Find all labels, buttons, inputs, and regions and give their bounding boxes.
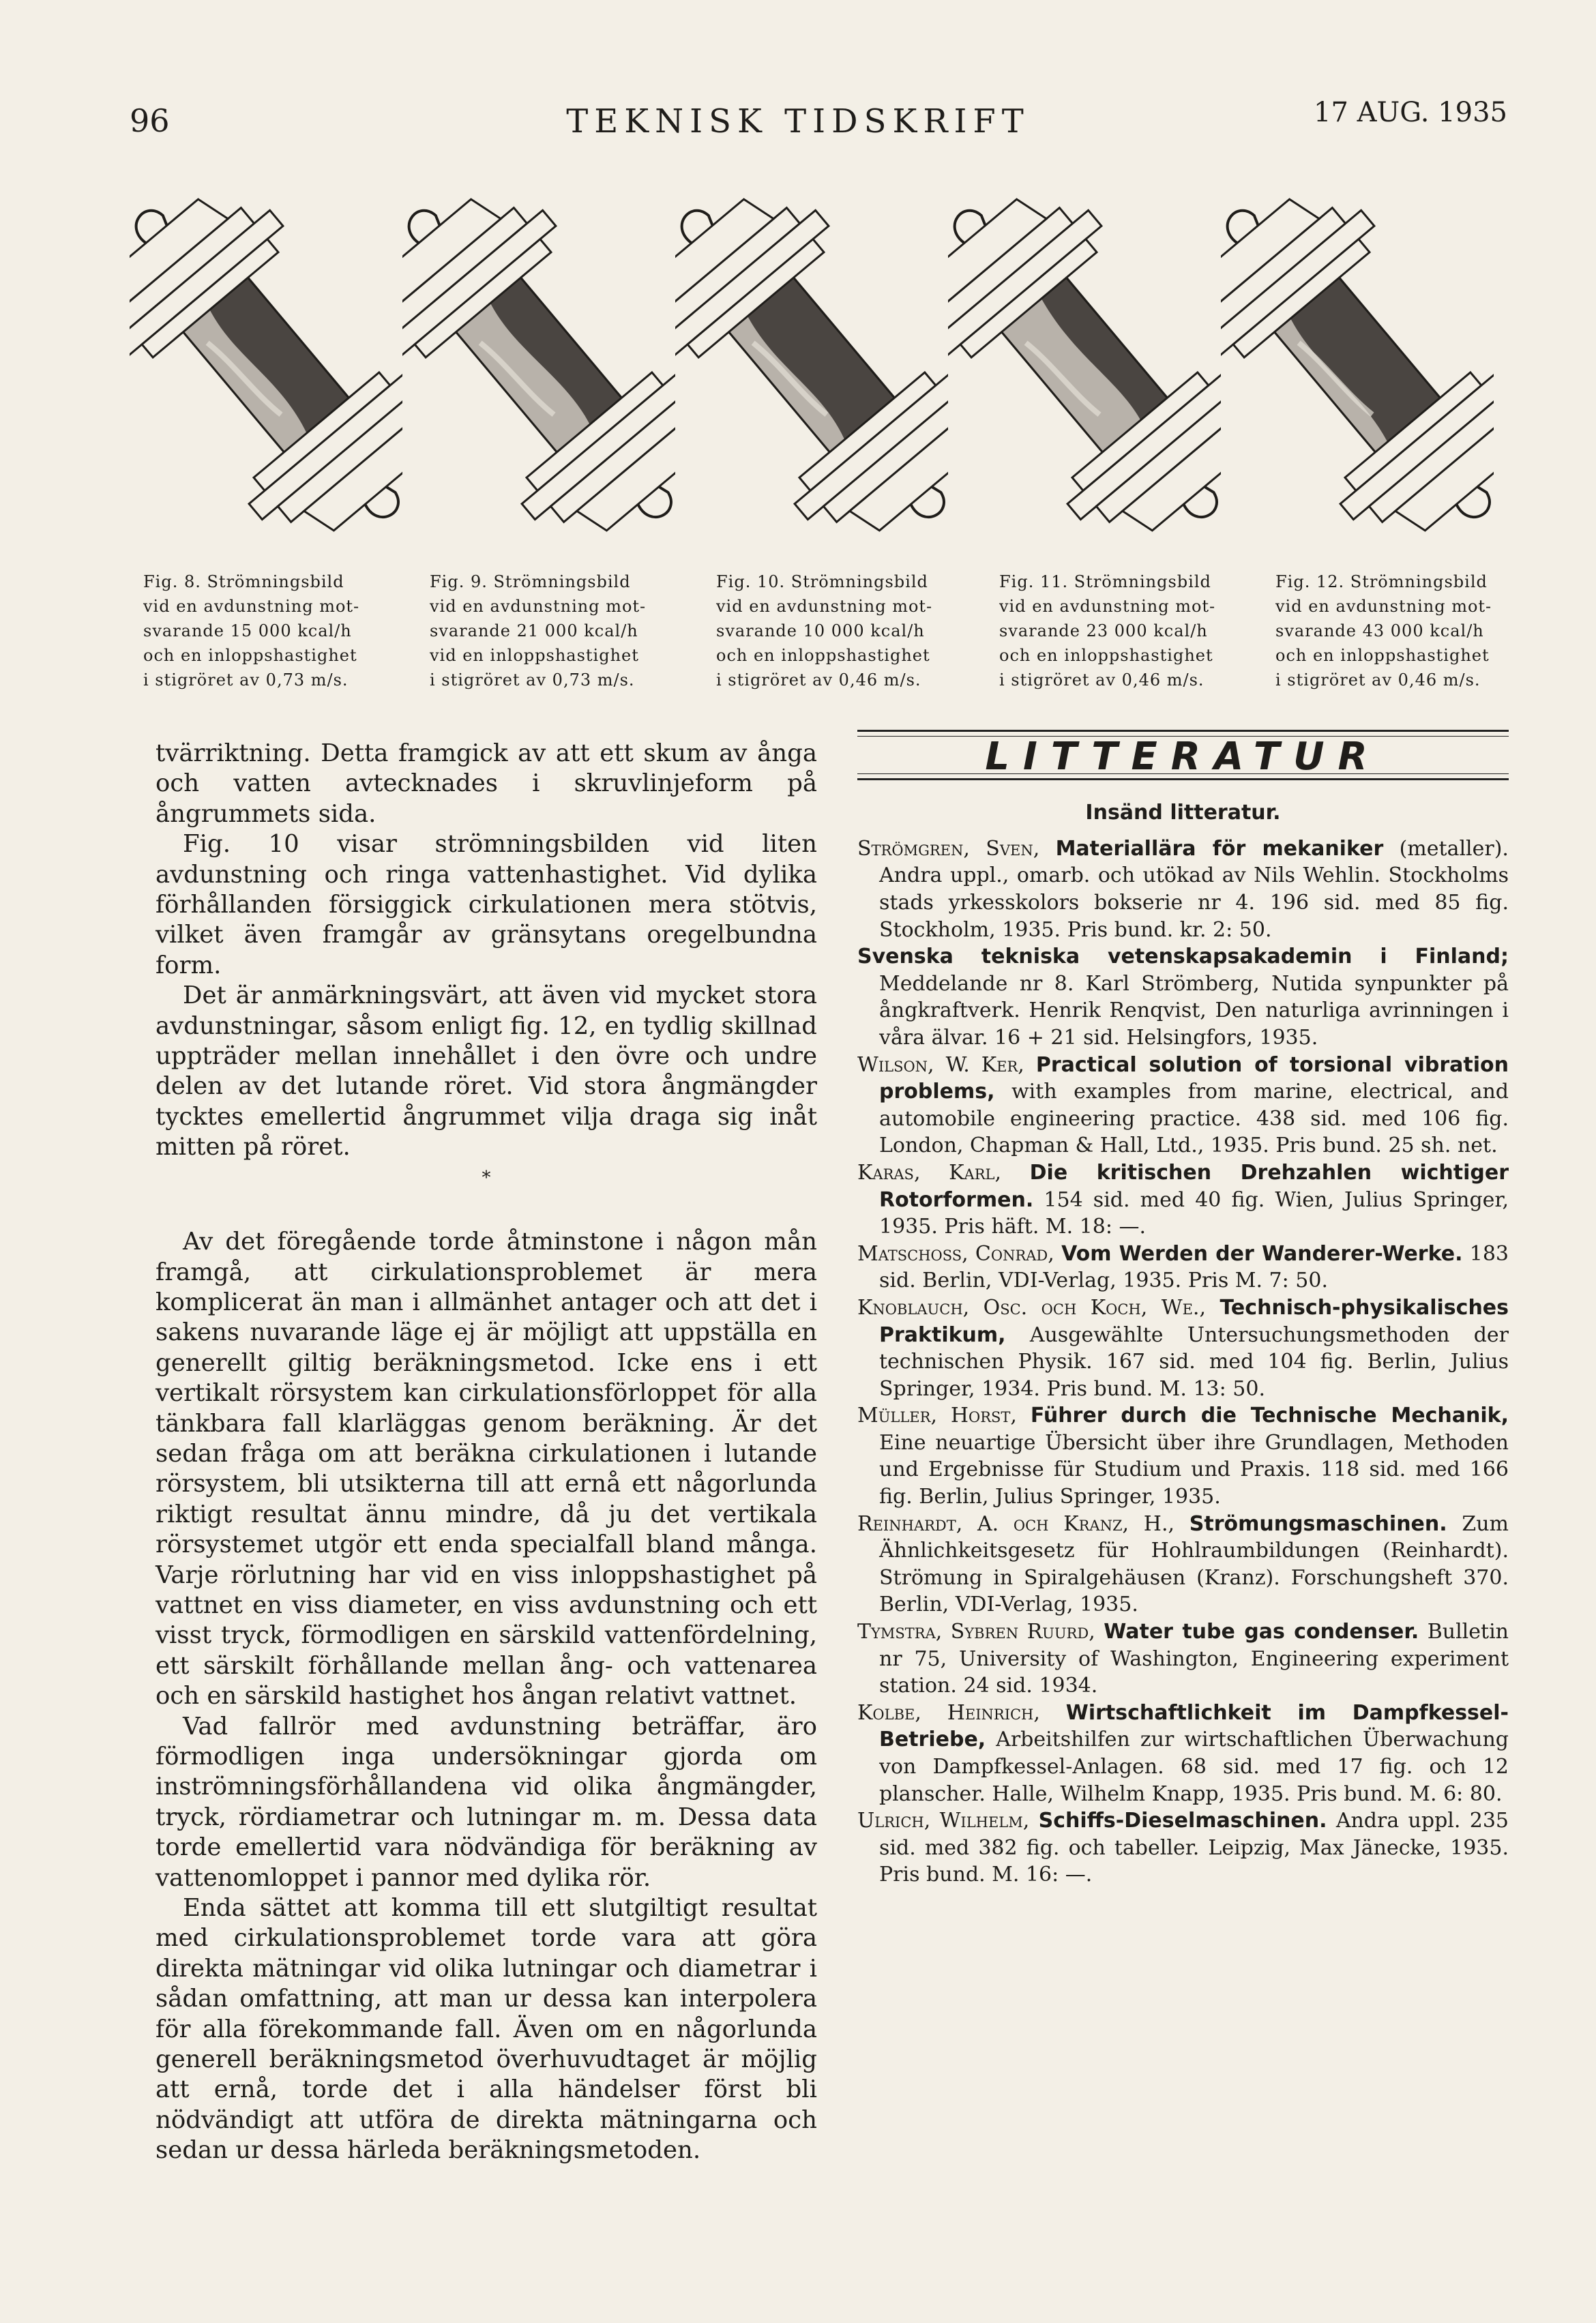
literature-entry bbox=[857, 835, 1509, 943]
entry-title: Svenska tekniska vetenskapsakademin i Finland; bbox=[857, 945, 1509, 969]
entry-title: Materiallära för mekaniker bbox=[1055, 836, 1384, 861]
entry-title: Strömungsmaschinen. bbox=[1189, 1511, 1447, 1536]
figure-10-caption: Fig. 10. Strömningsbild vid en avdunstning mot- svarande 10 000 kcal/h och en inloppshastighet i stigröret av 0,46 m/s. bbox=[716, 572, 933, 690]
entry-details: Bulletin nr 75, University of Washington, Engineering experiment station. 24 sid. 1934. bbox=[879, 1620, 1509, 1698]
entry-title: Schiffs-Dieselmaschinen. bbox=[1038, 1809, 1327, 1833]
literature-column bbox=[857, 730, 1509, 1889]
entry-details: 154 sid. med 40 fig. Wien, Julius Springer, 1935. Pris häft. M. 18: —. bbox=[879, 1187, 1509, 1239]
literature-entry bbox=[857, 943, 1509, 1051]
entry-author: Tymstra, Sybren Ruurd, bbox=[857, 1620, 1104, 1644]
literature-list bbox=[857, 835, 1509, 1889]
entry-details: (metaller). Andra uppl., omarb. och utökad av Nils Wehlin. Stockholms stads yrkesskolors bokserie nr 4. 196 sid. med 85 fig. Stockholm, 1935. Pris bund. kr. 2: 50. bbox=[879, 836, 1509, 942]
section-separator: * bbox=[482, 1167, 491, 1188]
entry-details: Andra uppl. 235 sid. med 382 fig. och tabeller. Leipzig, Max Jänecke, 1935. Pris bund. M. 16: —. bbox=[879, 1809, 1509, 1887]
paragraph: Fig. 10 visar strömningsbilden vid liten avdunstning och ringa vattenhastighet. Vid dylika förhållanden försiggick cirkulationen mera stötvis, vilket även framgår av gränsytans oregelbundna form. bbox=[156, 830, 817, 979]
literature-entry bbox=[857, 1052, 1509, 1159]
literature-entry bbox=[857, 1807, 1509, 1889]
entry-details: Ausgewählte Untersuchungsmethoden der technischen Physik. 167 sid. med 104 fig. Berlin, Julius Springer, 1934. Pris bund. M. 13: 50. bbox=[879, 1322, 1509, 1401]
figure-11-caption: Fig. 11. Strömningsbild vid en avdunstning mot- svarande 23 000 kcal/h och en inloppshastighet i stigröret av 0,46 m/s. bbox=[999, 572, 1216, 690]
entry-details: Meddelande nr 8. Karl Strömberg, Nutida synpunkter på ångkraftverk. Henrik Renqvist, Den naturliga avrinningen i våra älvar. 16 + 21 sid. Helsingfors, 1935. bbox=[879, 971, 1509, 1050]
paragraph: Det är anmärkningsvärt, att även vid mycket stora avdunstningar, såsom enligt fig. 12, en tydlig skillnad uppträder mellan innehållet i den övre och undre delen av det lutande röret. Vid stora ångmängder tycktes emellertid ångrummet vilja draga sig inåt mitten på röret. bbox=[156, 981, 817, 1162]
literature-entry bbox=[857, 1700, 1509, 1807]
entry-title: Führer durch die Technische Mechanik, bbox=[1030, 1404, 1509, 1428]
entry-author: Strömgren, Sven, bbox=[857, 836, 1056, 861]
paragraph: Vad fallrör med avdunstning beträffar, äro förmodligen inga undersökningar gjorda om inströmningsförhållandena vid olika ångmängder, tryck, rördiametrar och lutningar m. m. Dessa data torde emellertid vara nödvändiga för beräkning av vattenomloppet i pannor med dylika rör. bbox=[156, 1712, 817, 1892]
literature-subheading: Insänd litteratur. bbox=[1085, 801, 1281, 825]
paragraph: tvärriktning. Detta framgick av att ett skum av ånga och vatten avtecknades i skruvlinjeform på ångrummets sida. bbox=[156, 739, 817, 828]
literature-entry bbox=[857, 1159, 1509, 1241]
entry-title: Water tube gas condenser. bbox=[1104, 1620, 1419, 1644]
entry-title: Technisch-physikalisches Praktikum, bbox=[879, 1295, 1509, 1347]
literature-heading: LITTERATUR bbox=[985, 735, 1381, 779]
literature-entry bbox=[857, 1294, 1509, 1402]
figure-row bbox=[130, 160, 1507, 569]
entry-author: Matschoss, Conrad, bbox=[857, 1241, 1062, 1266]
journal-title: TEKNISK TIDSKRIFT bbox=[566, 102, 1030, 140]
entry-author: Kolbe, Heinrich, bbox=[857, 1700, 1066, 1725]
entry-title: Die kritischen Drehzahlen wichtiger Rotorformen. bbox=[879, 1160, 1509, 1212]
literature-entry bbox=[857, 1511, 1509, 1618]
entry-author: Wilson, W. Ker, bbox=[857, 1052, 1036, 1077]
figure-11-illustration bbox=[948, 160, 1221, 569]
entry-author: Müller, Horst, bbox=[857, 1404, 1031, 1428]
entry-details: Arbeitshilfen zur wirtschaftlichen Überwachung von Dampfkessel-Anlagen. 68 sid. med 17 fig. och 12 planscher. Halle, Wilhelm Knapp, 1935. Pris bund. M. 6: 80. bbox=[879, 1728, 1509, 1806]
body-text-column bbox=[156, 739, 817, 2166]
figure-9-caption: Fig. 9. Strömningsbild vid en avdunstning mot- svarande 21 000 kcal/h vid en inloppshastighet i stigröret av 0,73 m/s. bbox=[430, 572, 647, 690]
entry-details: Eine neuartige Übersicht über ihre Grundlagen, Methoden und Ergebnisse für Studium und Praxis. 118 sid. med 166 fig. Berlin, Julius Springer, 1935. bbox=[879, 1430, 1509, 1509]
page-number: 96 bbox=[130, 102, 170, 139]
figure-8-illustration bbox=[130, 160, 402, 569]
issue-date: 17 AUG. 1935 bbox=[1314, 97, 1507, 128]
heading-rule-top bbox=[857, 730, 1509, 732]
figure-12-caption: Fig. 12. Strömningsbild vid en avdunstning mot- svarande 43 000 kcal/h och en inloppshastighet i stigröret av 0,46 m/s. bbox=[1275, 572, 1492, 690]
entry-author: Knoblauch, Osc. och Koch, We., bbox=[857, 1295, 1220, 1320]
literature-entry bbox=[857, 1241, 1509, 1294]
paragraph: Enda sättet att komma till ett slutgiltigt resultat med cirkulationsproblemet torde vara att göra direkta mätningar vid olika lutningar och diametrar i sådan omfattning, att man ur dessa kan interpolera för alla förekommande fall. Även om en någorlunda generell beräkningsmetod överhuvudtaget är möjlig att ernå, torde det i alla händelser först bli nödvändigt att utföra de direkta mätningarna och sedan ur dessa härleda beräkningsmetoden. bbox=[156, 1894, 817, 2165]
paragraph: Av det föregående torde åtminstone i någon mån framgå, att cirkulationsproblemet är mera komplicerat än man i allmänhet antager och att det i sakens nuvarande läge ej är möjligt att uppställa en generellt giltig beräkningsmetod. Icke ens i ett vertikalt rörsystem kan cirkulationsförloppet för alla tänkbara fall klarläggas genom beräkning. Är det sedan fråga om att beräkna cirkulationen i lutande rörsystem, bli utsikterna till att ernå ett någorlunda riktigt resultat ännu mindre, då ju det vertikala rörsystemet utgör ett enda specialfall bland många. Varje rörlutning har vid en viss inloppshastighet på vattnet en viss diameter, en viss avdunstning och ett visst tryck, förmodligen en särskild vattenfördelning, ett särskilt förhållande mellan ång- och vattenarea och en särskild hastighet hos ångan relativt vattnet. bbox=[156, 1228, 817, 1711]
literature-entry bbox=[857, 1618, 1509, 1700]
entry-author: Reinhardt, A. och Kranz, H., bbox=[857, 1511, 1189, 1536]
entry-title: Vom Werden der Wanderer-Werke. bbox=[1061, 1241, 1463, 1266]
entry-title: Practical solution of torsional vibration problems, bbox=[879, 1052, 1509, 1104]
literature-entry bbox=[857, 1402, 1509, 1510]
entry-author: Karas, Karl, bbox=[857, 1160, 1030, 1185]
entry-title: Wirtschaftlichkeit im Dampfkessel-Betriebe, bbox=[879, 1700, 1509, 1752]
entry-details: Zum Ähnlichkeitsgesetz für Hohlraumbildungen (Reinhardt). Strömung in Spiralgehäusen (Kranz). Forschungsheft 370. Berlin, VDI-Verlag, 1935. bbox=[879, 1511, 1509, 1617]
figure-10-illustration bbox=[675, 160, 948, 569]
entry-details: 183 sid. Berlin, VDI-Verlag, 1935. Pris M. 7: 50. bbox=[879, 1241, 1509, 1293]
page-header bbox=[0, 97, 1596, 164]
figure-8-caption: Fig. 8. Strömningsbild vid en avdunstning mot- svarande 15 000 kcal/h och en inloppshastighet i stigröret av 0,73 m/s. bbox=[143, 572, 360, 690]
entry-author: Ulrich, Wilhelm, bbox=[857, 1809, 1039, 1833]
entry-details: with examples from marine, electrical, and automobile engineering practice. 438 sid. med 106 fig. London, Chapman & Hall, Ltd., 1935. Pris bund. 25 sh. net. bbox=[879, 1080, 1509, 1158]
figure-9-illustration bbox=[402, 160, 675, 569]
figure-12-illustration bbox=[1221, 160, 1494, 569]
